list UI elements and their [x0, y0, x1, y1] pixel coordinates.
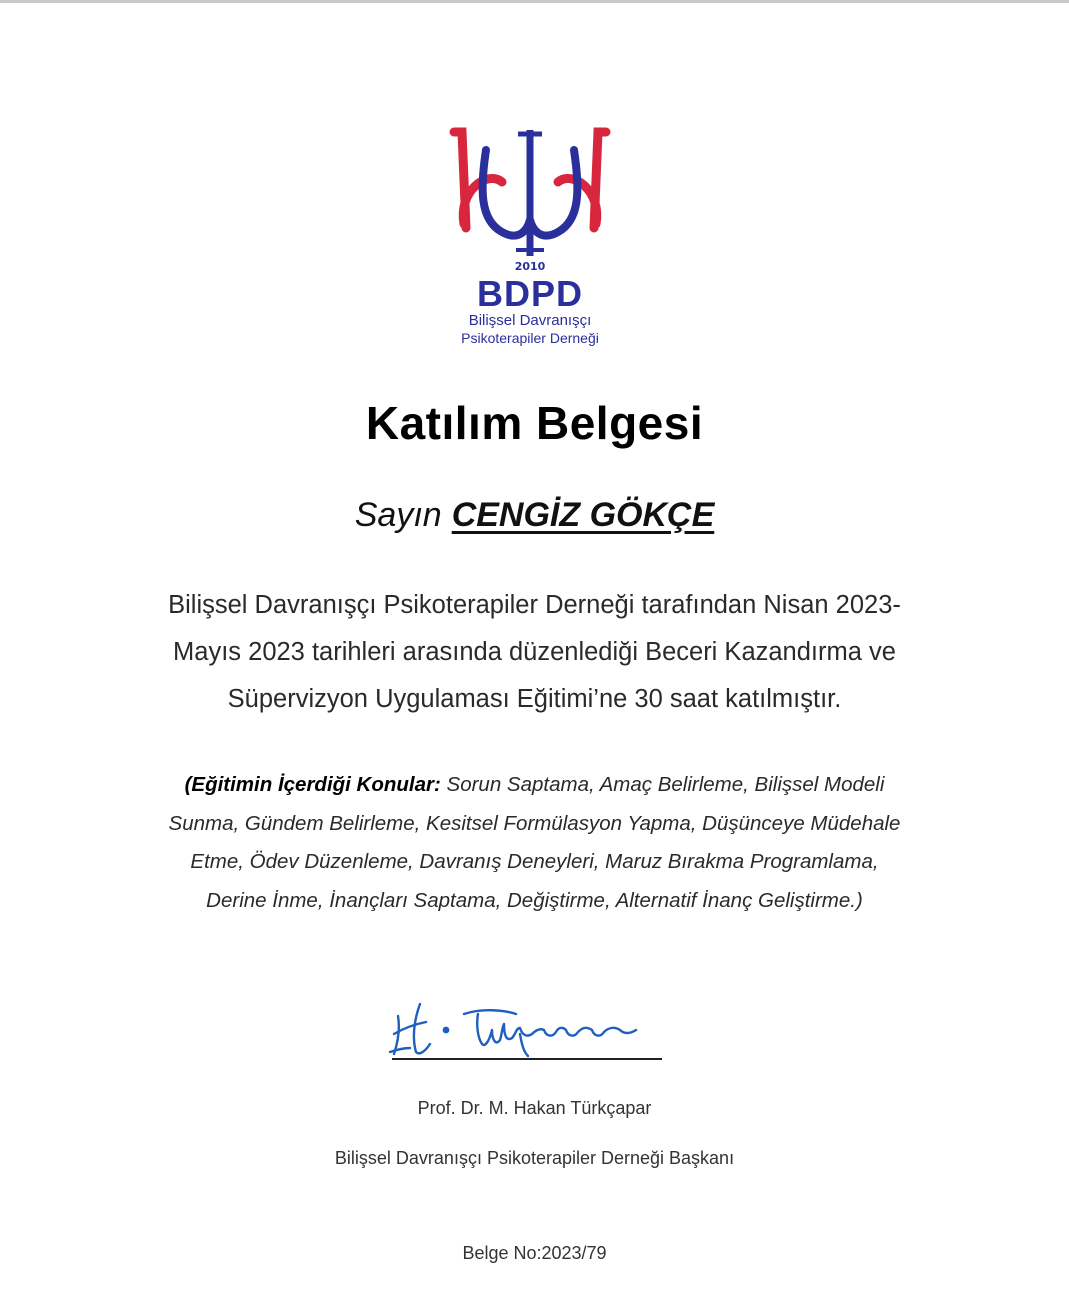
- logo-acronym: BDPD: [476, 273, 584, 314]
- salutation-prefix: Sayın: [354, 496, 442, 534]
- topics-line: Sunma, Gündem Belirleme, Kesitsel Formülasyon Yapma, Düşünceye Müdehale: [168, 811, 901, 835]
- logo-year: 2010: [514, 260, 546, 273]
- signature-line: [392, 1058, 662, 1060]
- signer-name: Prof. Dr. M. Hakan Türkçapar: [417, 1098, 652, 1118]
- body-line: Süpervizyon Uygulaması Eğitimi’ne 30 saat katılmıştır.: [227, 685, 842, 713]
- handwritten-signature: [386, 994, 666, 1064]
- salutation: [0, 496, 1069, 535]
- topics-text: Sorun Saptama, Amaç Belirleme, Bilişsel Modeli: [446, 773, 885, 796]
- training-topics: [110, 766, 959, 920]
- body-line: Mayıs 2023 tarihleri arasında düzenlediği Beceri Kazandırma ve: [173, 638, 896, 666]
- recipient-name: CENGİZ GÖKÇE: [451, 496, 715, 534]
- body-line: Bilişsel Davranışçı Psikoterapiler Derneği tarafından Nisan 2023-: [168, 591, 901, 619]
- bdpd-logo: [440, 120, 620, 352]
- topics-line: [110, 766, 959, 805]
- certificate-body: [110, 582, 959, 723]
- topics-line: Etme, Ödev Düzenleme, Davranış Deneyleri, Maruz Bırakma Programlama,: [190, 850, 879, 873]
- topics-line: Derine İnme, İnançları Saptama, Değiştirme, Alternatif İnanç Geliştirme.): [206, 888, 863, 912]
- logo-line-1: Bilişsel Davranışçı: [468, 312, 592, 329]
- psi-emblem-icon: [440, 120, 620, 352]
- top-border: [0, 0, 1069, 3]
- certificate-title: Katılım Belgesi: [365, 397, 704, 449]
- document-number: Belge No:2023/79: [462, 1243, 607, 1263]
- logo-line-2: Psikoterapiler Derneği: [461, 330, 599, 346]
- topics-label: (Eğitimin İçerdiği Konular:: [184, 773, 441, 796]
- signature-icon: [386, 994, 666, 1064]
- signer-role: Bilişsel Davranışçı Psikoterapiler Derneği Başkanı: [334, 1148, 735, 1168]
